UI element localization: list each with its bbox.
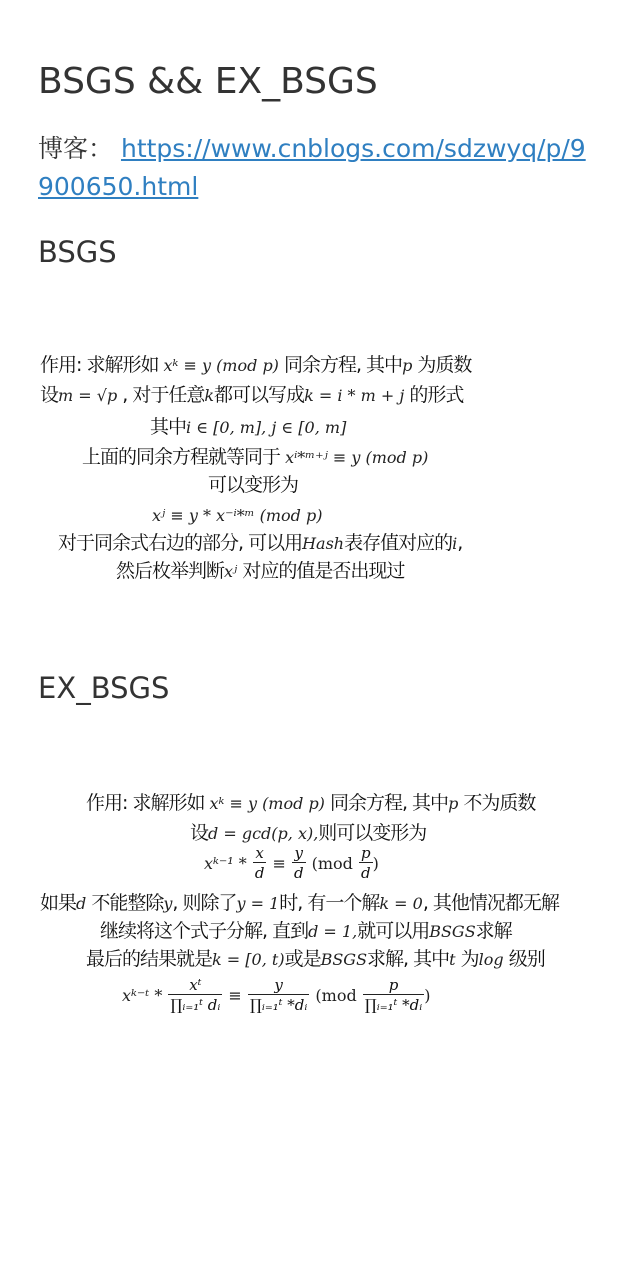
ex-bsgs-formula-image (38, 780, 598, 1040)
blog-link[interactable]: https://www.cnblogs.com/sdzwyq/p/9900650.html (38, 134, 586, 201)
section-heading-bsgs: BSGS (38, 235, 117, 269)
bsgs-line-6: xʲ ≡ y * x⁻ⁱ*ᵐ (mod p) (152, 506, 323, 525)
ex-line-3: xᵏ⁻¹ * $\frac{x}{d}$ ≡ $\frac{y}{d}$ (mod $\frac{p}{d}$ ) (204, 844, 379, 882)
bsgs-line-7: 对于同余式右边的部分, 可以用Hash表存值对应的i, (58, 532, 463, 554)
ex-line-7: xᵏ⁻ᵗ * $\frac{\text{xᵗ}}{\text{∏ᵢ₌₁ᵗ dᵢ}}$ ≡ $\frac{y}{\text{∏ᵢ₌₁ᵗ *dᵢ}}$ (mod $\frac{p}{\text{∏ᵢ₌₁ᵗ *dᵢ}}$ ) (122, 976, 431, 1014)
bsgs-line-8: 然后枚举判断xʲ 对应的值是否出现过 (116, 560, 405, 582)
bsgs-formula-image (38, 340, 598, 590)
ex-line-1: 作用: 求解形如 xᵏ ≡ y (mod p) 同余方程, 其中p 不为质数 (86, 792, 536, 814)
ex-line-5: 继续将这个式子分解, 直到d = 1,就可以用BSGS求解 (100, 920, 512, 942)
bsgs-line-2: 设m = √p , 对于任意k都可以写成k = i * m + j 的形式 (40, 384, 464, 406)
section-heading-ex-bsgs: EX_BSGS (38, 671, 170, 705)
ex-line-2: 设d = gcd(p, x),则可以变形为 (190, 822, 427, 844)
bsgs-line-3: 其中i ∈ [0, m], j ∈ [0, m] (150, 416, 347, 438)
ex-line-4: 如果d 不能整除y, 则除了y = 1时, 有一个解k = 0, 其他情况都无解 (40, 892, 559, 914)
bsgs-line-4: 上面的同余方程就等同于 xⁱ*ᵐ⁺ʲ ≡ y (mod p) (82, 446, 429, 468)
bsgs-line-5: 可以变形为 (208, 474, 299, 496)
page-title: BSGS && EX_BSGS (38, 61, 378, 102)
blog-line (38, 130, 598, 206)
blog-label: 博客： (38, 134, 114, 163)
bsgs-line-1: 作用: 求解形如 xᵏ ≡ y (mod p) 同余方程, 其中p 为质数 (40, 354, 472, 376)
ex-line-6: 最后的结果就是k = [0, t)或是BSGS求解, 其中t 为log 级别 (86, 948, 545, 970)
